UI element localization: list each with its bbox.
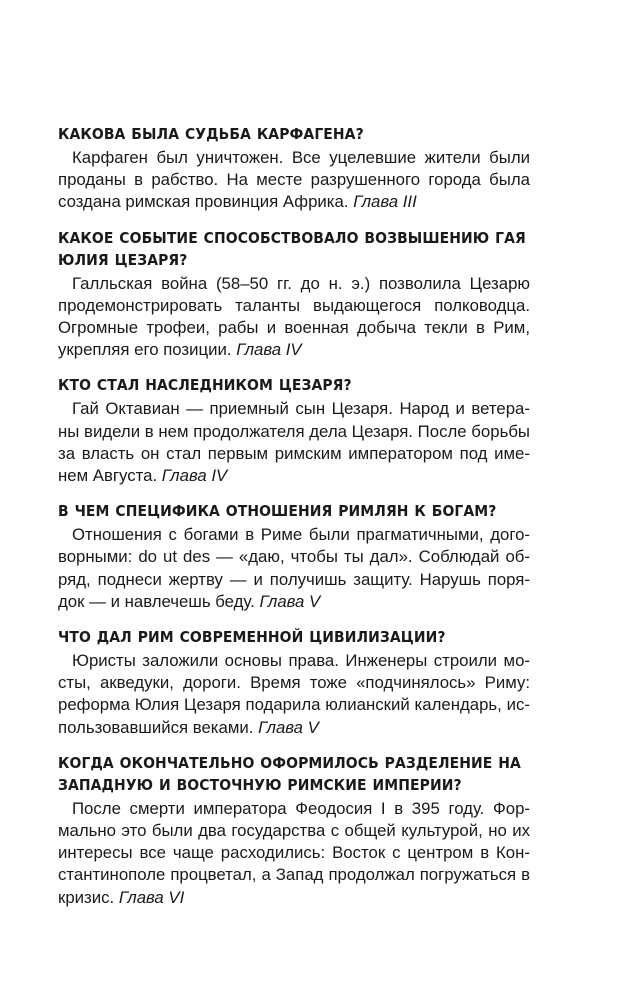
question-heading: ЧТО ДАЛ РИМ СОВРЕМЕННОЙ ЦИВИЛИЗАЦИИ? [58, 628, 446, 647]
chapter-reference: Глава III [353, 192, 417, 212]
qa-item-gods [58, 500, 530, 613]
answer-text [58, 650, 530, 739]
answer-body: После смерти императора Феодосия I в 395 году. Формально это были два государства с общей культурой, но их интересы все чаще расходились: Восток с центром в Константинополе процветал, а Запад продолжал погружаться в кризис. [58, 798, 530, 907]
answer-body: Карфаген был уничтожен. Все уцелевшие жители были проданы в рабство. На месте разрушенного города была создана римская провинция Африка. [58, 148, 530, 212]
qa-item-caesar-heir [58, 374, 530, 487]
answer-text [58, 273, 530, 362]
answer-text [58, 798, 530, 909]
qa-item-civilization [58, 626, 530, 739]
question-heading: КОГДА ОКОНЧАТЕЛЬНО ОФОРМИЛОСЬ РАЗДЕЛЕНИЕ НА ЗАПАДНУЮ И ВОСТОЧНУЮ РИМСКИЕ ИМПЕРИИ? [58, 753, 521, 794]
question-heading: КТО СТАЛ НАСЛЕДНИКОМ ЦЕЗАРЯ? [58, 376, 352, 395]
chapter-reference: Глава V [258, 717, 319, 737]
question-heading: В ЧЕМ СПЕЦИФИКА ОТНОШЕНИЯ РИМЛЯН К БОГАМ? [58, 502, 497, 521]
chapter-reference: Глава IV [161, 466, 228, 486]
qa-page [58, 123, 530, 922]
answer-text [58, 524, 530, 613]
qa-item-carthage [58, 123, 530, 214]
answer-body: Галльская война (58–50 гг. до н. э.) позволила Цезарю продемонстрировать таланты выдающегося полководца. Огромные трофеи, рабы и военная добыча текли в Рим, укрепляя его позиции. [58, 273, 530, 360]
qa-item-caesar-rise [58, 227, 530, 362]
answer-text [58, 147, 530, 214]
answer-body: Отношения с богами в Риме были прагматичными, договорными: do ut des — «даю, чтобы ты дал». Соблюдай обряд, поднеси жертву — и получишь защиту. Нарушь порядок — и навлечешь беду. [58, 525, 530, 611]
chapter-reference: Глава VI [118, 887, 185, 907]
qa-item-empire-division [58, 752, 530, 909]
question-heading: КАКОЕ СОБЫТИЕ СПОСОБСТВОВАЛО ВОЗВЫШЕНИЮ ГАЯ ЮЛИЯ ЦЕЗАРЯ? [58, 228, 526, 269]
answer-body: Юристы заложили основы права. Инженеры строили мосты, акведуки, дороги. Время тоже «подчинялось» Риму: реформа Юлия Цезаря подарила юлианский календарь, использовавшийся веками. [58, 651, 530, 737]
answer-text [58, 398, 530, 487]
chapter-reference: Глава IV [236, 340, 302, 360]
answer-body: Гай Октавиан — приемный сын Цезаря. Народ и ветераны видели в нем продолжателя дела Цезаря. После борьбы за власть он стал первым римским императором под именем Августа. [58, 399, 530, 486]
question-heading: КАКОВА БЫЛА СУДЬБА КАРФАГЕНА? [58, 125, 364, 143]
chapter-reference: Глава V [259, 591, 321, 611]
